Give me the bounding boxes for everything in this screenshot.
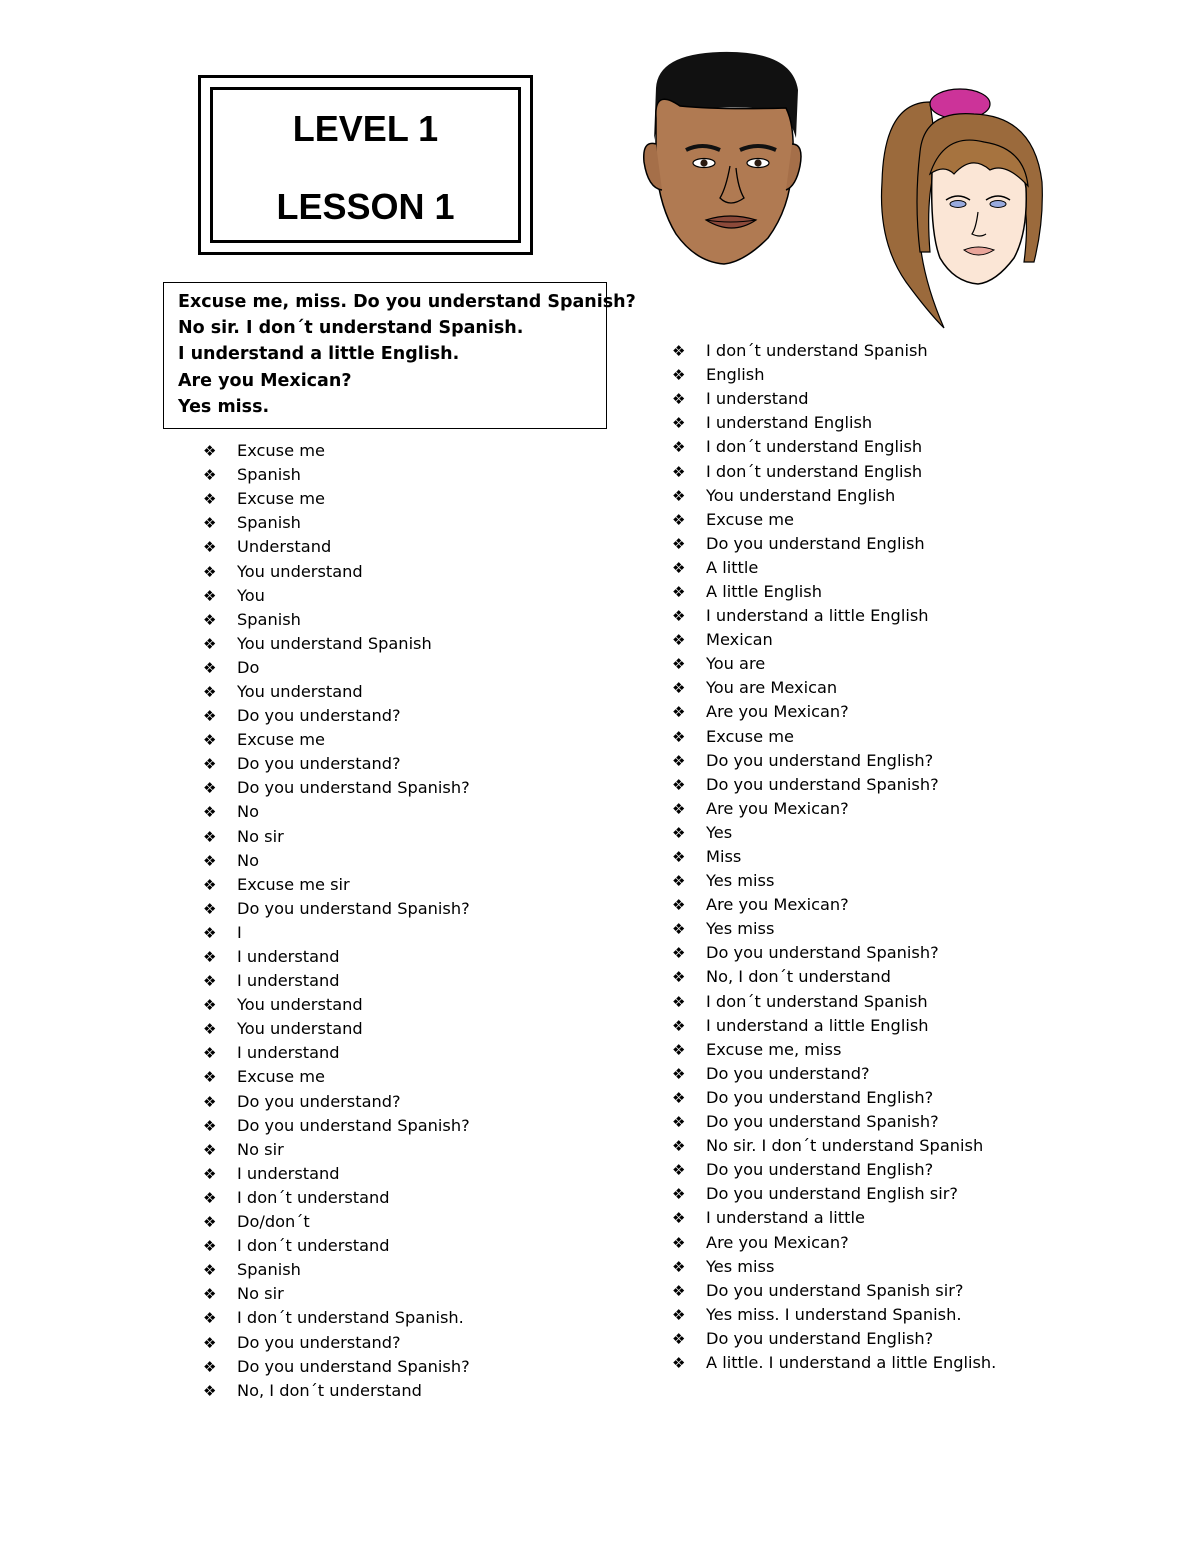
bullet-icon: ❖ [203, 562, 217, 581]
list-item [203, 993, 470, 1017]
bullet-icon: ❖ [203, 899, 217, 918]
bullet-icon: ❖ [203, 1309, 217, 1328]
bullet-icon: ❖ [203, 490, 217, 509]
list-item-text: Yes [706, 822, 733, 842]
list-item-text: No sir. I don´t understand Spanish [706, 1136, 984, 1156]
bullet-icon: ❖ [203, 586, 217, 605]
list-item [203, 1041, 470, 1065]
left-phrase-list [203, 439, 470, 1403]
list-item [672, 556, 996, 580]
list-item [203, 1210, 470, 1234]
list-item [203, 608, 470, 632]
list-item-text: You are Mexican [706, 678, 838, 698]
list-item [672, 652, 996, 676]
bullet-icon: ❖ [203, 514, 217, 533]
list-item-text: No, I don´t understand [706, 967, 891, 987]
bullet-icon: ❖ [203, 707, 217, 726]
list-item-text: Do you understand English? [706, 1328, 934, 1348]
list-item [203, 584, 470, 608]
list-item-text: I don´t understand Spanish [706, 341, 928, 361]
list-item-text: You understand [237, 561, 363, 581]
list-item [672, 1303, 996, 1327]
list-item-text: I understand [706, 389, 809, 409]
list-item [672, 965, 996, 989]
list-item [203, 897, 470, 921]
list-item-text: Do you understand Spanish sir? [706, 1280, 964, 1300]
list-item-text: I don´t understand Spanish. [237, 1308, 464, 1328]
list-item [203, 1258, 470, 1282]
list-item-text: Are you Mexican? [706, 1232, 849, 1252]
list-item-text: You understand English [706, 485, 896, 505]
list-item-text: Excuse me [237, 441, 325, 461]
list-item-text: I understand a little [706, 1208, 865, 1228]
bullet-icon: ❖ [672, 462, 686, 481]
bullet-icon: ❖ [672, 679, 686, 698]
bullet-icon: ❖ [672, 727, 686, 746]
list-item-text: English [706, 365, 765, 385]
list-item [203, 800, 470, 824]
bullet-icon: ❖ [203, 682, 217, 701]
bullet-icon: ❖ [203, 1116, 217, 1135]
bullet-icon: ❖ [672, 414, 686, 433]
bullet-icon: ❖ [672, 1040, 686, 1059]
list-item [672, 1134, 996, 1158]
list-item-text: Excuse me, miss [706, 1039, 842, 1059]
list-item [672, 1327, 996, 1351]
list-item [203, 1355, 470, 1379]
list-item-text: Do [237, 657, 260, 677]
list-item [672, 628, 996, 652]
list-item-text: Excuse me [706, 726, 794, 746]
list-item-text: A little [706, 557, 759, 577]
bullet-icon: ❖ [203, 779, 217, 798]
list-item-text: I don´t understand English [706, 437, 923, 457]
list-item [672, 917, 996, 941]
list-item [203, 704, 470, 728]
bullet-icon: ❖ [672, 631, 686, 650]
bullet-icon: ❖ [672, 1305, 686, 1324]
bullet-icon: ❖ [672, 1185, 686, 1204]
title-inner-frame [210, 87, 521, 243]
list-item [672, 941, 996, 965]
list-item [203, 825, 470, 849]
list-item-text: Do you understand? [237, 1091, 401, 1111]
bullet-icon: ❖ [203, 1188, 217, 1207]
list-item-text: Do you understand English? [706, 1160, 934, 1180]
list-item [203, 921, 470, 945]
bullet-icon: ❖ [672, 703, 686, 722]
dialogue-line: Yes miss. [178, 396, 270, 417]
list-item [203, 1065, 470, 1089]
list-item-text: Excuse me sir [237, 874, 350, 894]
bullet-icon: ❖ [203, 1213, 217, 1232]
list-item [203, 1379, 470, 1403]
list-item-text: I understand a little English [706, 606, 929, 626]
bullet-icon: ❖ [203, 996, 217, 1015]
level-title: LEVEL 1 [292, 108, 439, 149]
list-item-text: Are you Mexican? [706, 895, 849, 915]
list-item [672, 435, 996, 459]
list-item [203, 776, 470, 800]
list-item [672, 339, 996, 363]
list-item [672, 700, 996, 724]
list-item-text: Spanish [237, 1260, 301, 1280]
list-item-text: Do you understand Spanish? [706, 774, 939, 794]
bullet-icon: ❖ [672, 848, 686, 867]
bullet-icon: ❖ [203, 923, 217, 942]
list-item [672, 1110, 996, 1134]
list-item-text: I understand [237, 971, 340, 991]
bullet-icon: ❖ [203, 1140, 217, 1159]
list-item-text: Do you understand Spanish? [237, 898, 470, 918]
list-item [203, 1306, 470, 1330]
list-item [672, 725, 996, 749]
list-item [203, 632, 470, 656]
list-item [203, 535, 470, 559]
bullet-icon: ❖ [672, 992, 686, 1011]
bullet-icon: ❖ [203, 731, 217, 750]
bullet-icon: ❖ [672, 438, 686, 457]
bullet-icon: ❖ [672, 342, 686, 361]
list-item-text: You understand [237, 681, 363, 701]
list-item-text: Do you understand Spanish? [237, 778, 470, 798]
bullet-icon: ❖ [672, 1016, 686, 1035]
list-item [203, 945, 470, 969]
bullet-icon: ❖ [672, 823, 686, 842]
list-item [203, 680, 470, 704]
list-item [203, 728, 470, 752]
dialogue-line: I understand a little English. [178, 344, 460, 365]
list-item [672, 459, 996, 483]
list-item-text: No, I don´t understand [237, 1380, 422, 1400]
list-item-text: You understand [237, 1019, 363, 1039]
list-item-text: You [237, 585, 265, 605]
list-item-text: I don´t understand English [706, 461, 923, 481]
list-item [203, 487, 470, 511]
list-item-text: You are [706, 654, 766, 674]
list-item [672, 869, 996, 893]
list-item [672, 484, 996, 508]
bullet-icon: ❖ [203, 851, 217, 870]
list-item-text: Understand [237, 537, 332, 557]
list-item-text: Excuse me [237, 489, 325, 509]
list-item-text: Do you understand? [237, 754, 401, 774]
bullet-icon: ❖ [672, 1329, 686, 1348]
list-item-text: Do you understand English? [706, 1087, 934, 1107]
bullet-icon: ❖ [672, 872, 686, 891]
list-item [203, 1017, 470, 1041]
list-item [672, 508, 996, 532]
list-item-text: Yes miss [706, 1256, 775, 1276]
bullet-icon: ❖ [672, 944, 686, 963]
list-item [672, 411, 996, 435]
list-item [203, 1114, 470, 1138]
list-item-text: No sir [237, 1284, 284, 1304]
list-item [203, 969, 470, 993]
bullet-icon: ❖ [672, 1257, 686, 1276]
bullet-icon: ❖ [672, 582, 686, 601]
list-item [203, 873, 470, 897]
bullet-icon: ❖ [672, 775, 686, 794]
list-item-text: Do you understand? [706, 1063, 870, 1083]
list-item-text: Miss [706, 847, 742, 867]
bullet-icon: ❖ [203, 538, 217, 557]
list-item [203, 849, 470, 873]
list-item-text: Do you understand English? [706, 750, 934, 770]
bullet-icon: ❖ [203, 1357, 217, 1376]
list-item-text: No [237, 802, 260, 822]
list-item [672, 1014, 996, 1038]
bullet-icon: ❖ [672, 896, 686, 915]
list-item [203, 656, 470, 680]
bullet-icon: ❖ [672, 1233, 686, 1252]
list-item-text: Do you understand English sir? [706, 1184, 958, 1204]
list-item [672, 1351, 996, 1375]
list-item [203, 439, 470, 463]
bullet-icon: ❖ [203, 803, 217, 822]
list-item-text: Do you understand Spanish? [237, 1356, 470, 1376]
bullet-icon: ❖ [203, 1068, 217, 1087]
list-item-text: I understand [237, 947, 340, 967]
list-item-text: Excuse me [706, 509, 794, 529]
bullet-icon: ❖ [672, 1209, 686, 1228]
bullet-icon: ❖ [672, 920, 686, 939]
list-item [672, 773, 996, 797]
bullet-icon: ❖ [672, 1064, 686, 1083]
list-item-text: Spanish [237, 609, 301, 629]
bullet-icon: ❖ [203, 442, 217, 461]
list-item [672, 676, 996, 700]
list-item-text: I understand English [706, 413, 873, 433]
list-item [672, 821, 996, 845]
list-item [203, 511, 470, 535]
list-item-text: I don´t understand [237, 1236, 390, 1256]
list-item-text: Yes miss. I understand Spanish. [706, 1304, 962, 1324]
bullet-icon: ❖ [203, 634, 217, 653]
list-item [203, 1282, 470, 1306]
dialogue-line: No sir. I don´t understand Spanish. [178, 318, 524, 339]
bullet-icon: ❖ [203, 1261, 217, 1280]
list-item-text: I understand [237, 1163, 340, 1183]
list-item [203, 1234, 470, 1258]
list-item [203, 1162, 470, 1186]
list-item-text: I understand [237, 1043, 340, 1063]
list-item-text: Do you understand? [237, 1332, 401, 1352]
bullet-icon: ❖ [203, 1044, 217, 1063]
list-item [672, 1182, 996, 1206]
bullet-icon: ❖ [672, 510, 686, 529]
bullet-icon: ❖ [203, 466, 217, 485]
list-item-text: I don´t understand [237, 1187, 390, 1207]
bullet-icon: ❖ [203, 827, 217, 846]
bullet-icon: ❖ [203, 1237, 217, 1256]
list-item-text: Do you understand Spanish? [706, 1112, 939, 1132]
right-phrase-list [672, 339, 996, 1375]
list-item-text: Do you understand Spanish? [237, 1115, 470, 1135]
list-item [672, 1206, 996, 1230]
list-item [203, 752, 470, 776]
title-box [198, 75, 533, 255]
bullet-icon: ❖ [672, 1137, 686, 1156]
bullet-icon: ❖ [672, 486, 686, 505]
bullet-icon: ❖ [203, 658, 217, 677]
list-item [672, 1086, 996, 1110]
list-item-text: No [237, 850, 260, 870]
list-item [672, 580, 996, 604]
bullet-icon: ❖ [203, 948, 217, 967]
bullet-icon: ❖ [672, 534, 686, 553]
list-item-text: Mexican [706, 630, 773, 650]
list-item [672, 893, 996, 917]
list-item [672, 1158, 996, 1182]
list-item [672, 604, 996, 628]
list-item-text: A little English [706, 581, 822, 601]
list-item [672, 387, 996, 411]
list-item-text: Do/don´t [237, 1212, 310, 1232]
bullet-icon: ❖ [672, 1113, 686, 1132]
list-item-text: I don´t understand Spanish [706, 991, 928, 1011]
list-item [672, 1279, 996, 1303]
dialogue-line: Are you Mexican? [178, 370, 352, 391]
list-item [203, 1090, 470, 1114]
list-item [203, 1330, 470, 1354]
lesson-title: LESSON 1 [276, 186, 455, 227]
list-item [672, 1062, 996, 1086]
bullet-icon: ❖ [672, 751, 686, 770]
bullet-icon: ❖ [203, 1164, 217, 1183]
bullet-icon: ❖ [672, 1353, 686, 1372]
list-item-text: No sir [237, 826, 284, 846]
list-item-text: Excuse me [237, 730, 325, 750]
list-item [672, 1255, 996, 1279]
bullet-icon: ❖ [672, 607, 686, 626]
list-item-text: I [237, 922, 242, 942]
bullet-icon: ❖ [203, 1285, 217, 1304]
list-item [672, 1038, 996, 1062]
list-item [203, 463, 470, 487]
list-item-text: Excuse me [237, 1067, 325, 1087]
bullet-icon: ❖ [672, 968, 686, 987]
list-item-text: Are you Mexican? [706, 702, 849, 722]
bullet-icon: ❖ [203, 610, 217, 629]
bullet-icon: ❖ [203, 1020, 217, 1039]
dialogue-box [163, 282, 636, 429]
list-item [203, 1138, 470, 1162]
list-item-text: Spanish [237, 513, 301, 533]
bullet-icon: ❖ [203, 875, 217, 894]
list-item-text: You understand [237, 995, 363, 1015]
list-item [672, 363, 996, 387]
list-item [672, 797, 996, 821]
bullet-icon: ❖ [672, 390, 686, 409]
bullet-icon: ❖ [203, 1092, 217, 1111]
list-item [672, 845, 996, 869]
list-item-text: Do you understand? [237, 706, 401, 726]
dialogue-line: Excuse me, miss. Do you understand Spanish? [178, 292, 636, 312]
list-item-text: Do you understand Spanish? [706, 943, 939, 963]
bullet-icon: ❖ [672, 655, 686, 674]
list-item-text: No sir [237, 1139, 284, 1159]
list-item-text: Do you understand English [706, 533, 925, 553]
list-item-text: I understand a little English [706, 1015, 929, 1035]
list-item-text: You understand Spanish [237, 633, 432, 653]
list-item [672, 532, 996, 556]
woman-face-illustration [874, 62, 1052, 330]
bullet-icon: ❖ [203, 972, 217, 991]
bullet-icon: ❖ [672, 558, 686, 577]
list-item [203, 559, 470, 583]
list-item [672, 990, 996, 1014]
list-item-text: Yes miss [706, 871, 775, 891]
list-item [672, 749, 996, 773]
bullet-icon: ❖ [672, 799, 686, 818]
list-item [203, 1186, 470, 1210]
bullet-icon: ❖ [672, 1281, 686, 1300]
bullet-icon: ❖ [672, 1161, 686, 1180]
bullet-icon: ❖ [203, 1381, 217, 1400]
bullet-icon: ❖ [203, 1333, 217, 1352]
bullet-icon: ❖ [672, 1088, 686, 1107]
list-item [672, 1230, 996, 1254]
list-item-text: Are you Mexican? [706, 798, 849, 818]
list-item-text: A little. I understand a little English. [706, 1352, 997, 1372]
bullet-icon: ❖ [203, 755, 217, 774]
man-face-illustration [640, 48, 805, 270]
bullet-icon: ❖ [672, 366, 686, 385]
list-item-text: Spanish [237, 465, 301, 485]
list-item-text: Yes miss [706, 919, 775, 939]
